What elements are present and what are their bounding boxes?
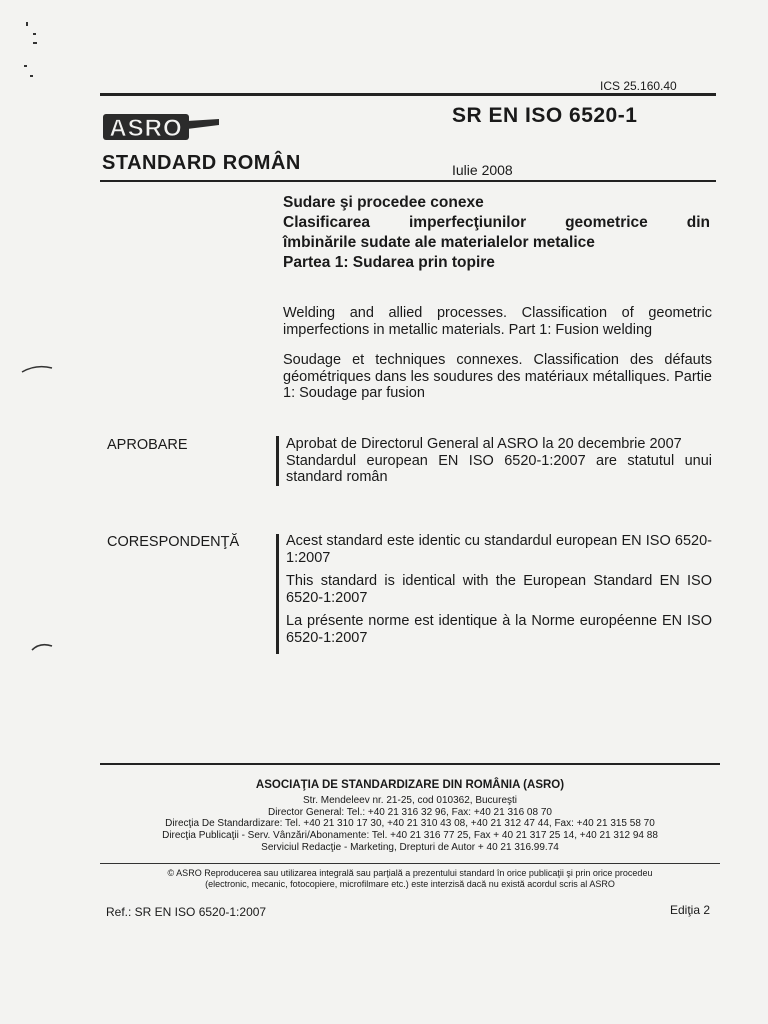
correspondence-ro: Acest standard este identic cu standardul european EN ISO 6520-1:2007 — [286, 533, 712, 566]
copyright-line: (electronic, mecanic, fotocopiere, microfilmare etc.) este interzisă dacă nu există acordul scris al ASRO — [205, 879, 615, 889]
title-line: îmbinările sudate ale materialelor metalice — [283, 234, 595, 251]
association-name: ASOCIAŢIA DE STANDARDIZARE DIN ROMÂNIA (ASRO) — [255, 779, 565, 791]
correspondence-bar — [276, 534, 279, 654]
approval-block — [286, 436, 712, 493]
approval-bar — [276, 436, 279, 486]
title-word: geometrice — [565, 214, 648, 231]
standardization-contact: Direcţia De Standardizare: Tel. +40 21 310 17 30, +40 21 310 43 08, +40 21 312 47 44, Fax: +40 21 315 58 70 — [165, 818, 655, 830]
scan-mark-stroke — [30, 636, 60, 656]
header-rule — [100, 93, 716, 96]
association-contacts — [100, 795, 720, 854]
approval-text: Aprobat de Directorul General al ASRO la 20 decembrie 2007 — [286, 436, 682, 452]
correspondence-block — [286, 533, 712, 653]
standard-code: SR EN ISO 6520-1 — [452, 104, 638, 127]
title-word: Clasificarea — [283, 214, 371, 231]
approval-status: Standardul european EN ISO 6520-1:2007 are statutul unui standard român — [286, 452, 712, 485]
standard-title-en: Welding and allied processes. Classification of geometric imperfections in metallic materials. Part 1: Fusion welding — [283, 305, 712, 338]
copyright-line: © ASRO Reproducerea sau utilizarea integrală sau parţială a prezentului standard în orice publicaţii şi prin orice procedeu — [167, 868, 653, 878]
correspondence-label: CORESPONDENŢĂ — [107, 534, 240, 550]
standard-type: STANDARD ROMÂN — [102, 152, 301, 174]
publications-contact: Direcţia Publicaţii - Serv. Vânzări/Abonamente: Tel. +40 21 316 77 25, Fax + 40 21 317 25 14, +40 21 312 94 88 — [162, 830, 658, 842]
copyright-rule — [100, 863, 720, 864]
title-line: Partea 1: Sudarea prin topire — [283, 254, 495, 271]
title-word: din — [686, 214, 710, 231]
reference: Ref.: SR EN ISO 6520-1:2007 — [106, 905, 267, 919]
svg-text:ASRO: ASRO — [109, 115, 183, 142]
publication-date: Iulie 2008 — [452, 162, 513, 178]
standard-title-ro — [283, 193, 710, 273]
asro-logo — [101, 105, 221, 145]
footer-rule — [100, 763, 720, 765]
title-word: imperfecţiunilor — [408, 214, 527, 231]
header-rule-bottom — [100, 180, 716, 182]
approval-label: APROBARE — [107, 437, 188, 453]
copyright-notice — [105, 868, 715, 890]
title-line — [283, 213, 710, 233]
correspondence-fr: La présente norme est identique à la Norme européenne EN ISO 6520-1:2007 — [286, 613, 712, 646]
edition: Ediţia 2 — [670, 903, 711, 917]
director-contact: Director General: Tel.: +40 21 316 32 96, Fax: +40 21 316 08 70 — [268, 806, 552, 818]
editorial-contact: Serviciul Redacţie - Marketing, Drepturi de Autor + 40 21 316.99.74 — [261, 841, 559, 853]
correspondence-en: This standard is identical with the European Standard EN ISO 6520-1:2007 — [286, 573, 712, 606]
address: Str. Mendeleev nr. 21-25, cod 010362, Bucureşti — [302, 795, 518, 806]
scan-mark-stroke — [18, 360, 68, 380]
standard-title-fr: Soudage et techniques connexes. Classification des défauts géométriques dans les soudures des matériaux métalliques. Partie 1: Soudage par fusion — [283, 352, 712, 401]
ics-code: ICS 25.160.40 — [600, 79, 677, 93]
title-line: Sudare şi procedee conexe — [283, 194, 484, 211]
